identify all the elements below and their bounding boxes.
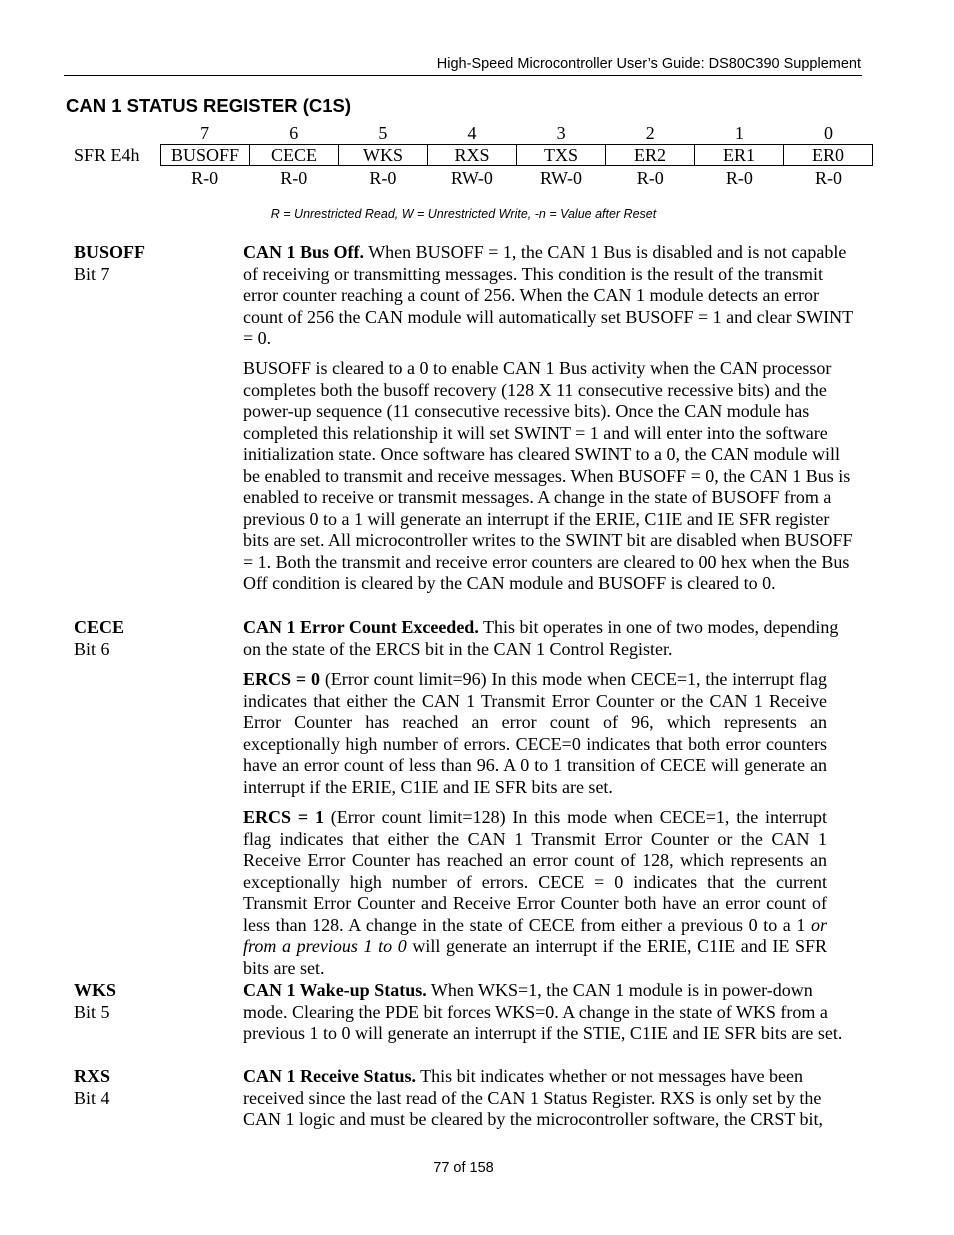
bit-name-cell: ER2: [606, 145, 695, 166]
reset-value: R-0: [280, 168, 308, 188]
wks-heading: CAN 1 Wake-up Status.: [243, 980, 427, 1000]
bit-name-cell: WKS: [339, 145, 428, 166]
bit-name-cell: CECE: [250, 145, 339, 166]
wks-description: [243, 980, 857, 1045]
busoff-clear-description: BUSOFF is cleared to a 0 to enable CAN 1 Bus activity when the CAN processor completes both the busoff recovery (128 X 11 consecutive recessive bits) and the power-up sequence (11 consecutive recessive bits). Once the CAN module has completed this relationship it will set SWINT = 1 and will enter into the software initialization state. Once software has cleared SWINT to a 0, the CAN module will be enabled to transmit and receive messages. When BUSOFF = 0, the CAN 1 Bus is enabled to receive or transmit messages. A change in the state of BUSOFF from a previous 0 to a 1 will generate an interrupt if the ERIE, C1IE and IE SFR register bits are set. All microcontroller writes to the SWINT bit are disabled when BUSOFF = 1. Both the transmit and receive error counters are cleared to 00 hex when the Bus Off condition is cleared by the CAN module and BUSOFF is cleared to 0.: [243, 358, 853, 593]
reset-value: R-0: [191, 168, 219, 188]
field-name-rxs: RXS: [74, 1066, 111, 1086]
reset-value: R-0: [814, 168, 842, 188]
reset-value: RW-0: [450, 168, 493, 188]
sfr-address-label: SFR E4h: [74, 145, 140, 165]
bit-name-cell: ER0: [784, 145, 873, 166]
bit-number: 5: [378, 123, 388, 143]
bit-name-cell: BUSOFF: [161, 145, 250, 166]
bit-name-cell: ER1: [695, 145, 784, 166]
bit-number: 2: [645, 123, 655, 143]
ercs0-text: (Error count limit=96) In this mode when CECE=1, the interrupt flag indicates that either the CAN 1 Transmit Error Counter or the CAN 1 Receive Error Counter has reached an error count of 96, which represents an exceptionally high number of errors. CECE=0 indicates that both error counters have an error count of less than 96. A 0 to 1 transition of CECE will generate an interrupt if the ERIE, C1IE and IE SFR bits are set.: [243, 669, 827, 797]
field-bit-busoff: Bit 7: [74, 264, 110, 284]
bit-number-row: [160, 123, 873, 144]
ercs1-heading: ERCS = 1: [243, 807, 324, 827]
reset-value: R-0: [369, 168, 397, 188]
ercs1-text: (Error count limit=128) In this mode when CECE=1, the interrupt flag indicates that either the CAN 1 Transmit Error Counter or the CAN 1 Receive Error Counter has reached an error count of 128, which represents an exceptionally high number of errors. CECE = 0 indicates that the current Transmit Error Counter and Receive Error Counter both have an error count of less than 128. A change in the state of CECE from either a previous 0 to a 1: [243, 807, 828, 935]
ercs0-heading: ERCS = 0: [243, 669, 320, 689]
field-bit-cece: Bit 6: [74, 639, 110, 659]
rxs-text: This bit indicates whether or not messages have been received since the last read of the CAN 1 Status Register. RXS is only set by the CAN 1 logic and must be cleared by the microcontroller software, the CRST bit,: [243, 1066, 824, 1129]
busoff-heading: CAN 1 Bus Off.: [243, 242, 365, 262]
page-header: High-Speed Microcontroller User’s Guide: DS80C390 Supplement: [436, 56, 861, 72]
page-number: 77 of 158: [433, 1160, 494, 1176]
cece-description: [243, 617, 857, 660]
register-bit-row: [161, 145, 873, 166]
rxs-heading: CAN 1 Receive Status.: [243, 1066, 416, 1086]
bit-number: 3: [556, 123, 566, 143]
reset-value: RW-0: [540, 168, 583, 188]
bit-number: 1: [734, 123, 744, 143]
wks-text: When WKS=1, the CAN 1 module is in power-down mode. Clearing the PDE bit forces WKS=0. A change in the state of WKS from a previous 1 to 0 will generate an interrupt if the STIE, C1IE and IE SFR bits are set.: [243, 980, 843, 1043]
register-bit-table: [160, 144, 873, 166]
bit-number: 4: [467, 123, 477, 143]
ercs1-text-end: will generate an interrupt if the ERIE, C1IE and IE SFR bits are set.: [243, 936, 827, 978]
bit-number: 6: [289, 123, 299, 143]
reset-value: R-0: [725, 168, 753, 188]
field-name-cece: CECE: [74, 617, 125, 637]
cece-ercs1-description: [243, 807, 827, 979]
rxs-description: [243, 1066, 857, 1131]
header-rule: [64, 75, 862, 76]
bit-number: 0: [823, 123, 833, 143]
busoff-text: When BUSOFF = 1, the CAN 1 Bus is disabled and is not capable of receiving or transmitting messages. This condition is the result of the transmit error counter reaching a count of 256. When the CAN 1 module detects an error count of 256 the CAN module will automatically set BUSOFF = 1 and clear SWINT = 0.: [243, 242, 853, 348]
field-name-busoff: BUSOFF: [74, 242, 146, 262]
field-bit-rxs: Bit 4: [74, 1088, 110, 1108]
access-legend: R = Unrestricted Read, W = Unrestricted Write, -n = Value after Reset: [270, 207, 657, 221]
reset-value-row: [160, 168, 873, 189]
busoff-description: [243, 242, 857, 350]
bit-name-cell: RXS: [428, 145, 517, 166]
cece-heading: CAN 1 Error Count Exceeded.: [243, 617, 479, 637]
cece-text: This bit operates in one of two modes, depending on the state of the ERCS bit in the CAN 1 Control Register.: [243, 617, 839, 659]
bit-number: 7: [200, 123, 210, 143]
reset-value: R-0: [636, 168, 664, 188]
field-name-wks: WKS: [74, 980, 117, 1000]
section-title: CAN 1 STATUS REGISTER (C1S): [66, 95, 352, 116]
bit-name-cell: TXS: [517, 145, 606, 166]
cece-ercs0-description: [243, 669, 827, 798]
field-bit-wks: Bit 5: [74, 1002, 110, 1022]
ercs1-italic-text: or from a previous 1 to 0: [243, 914, 827, 956]
